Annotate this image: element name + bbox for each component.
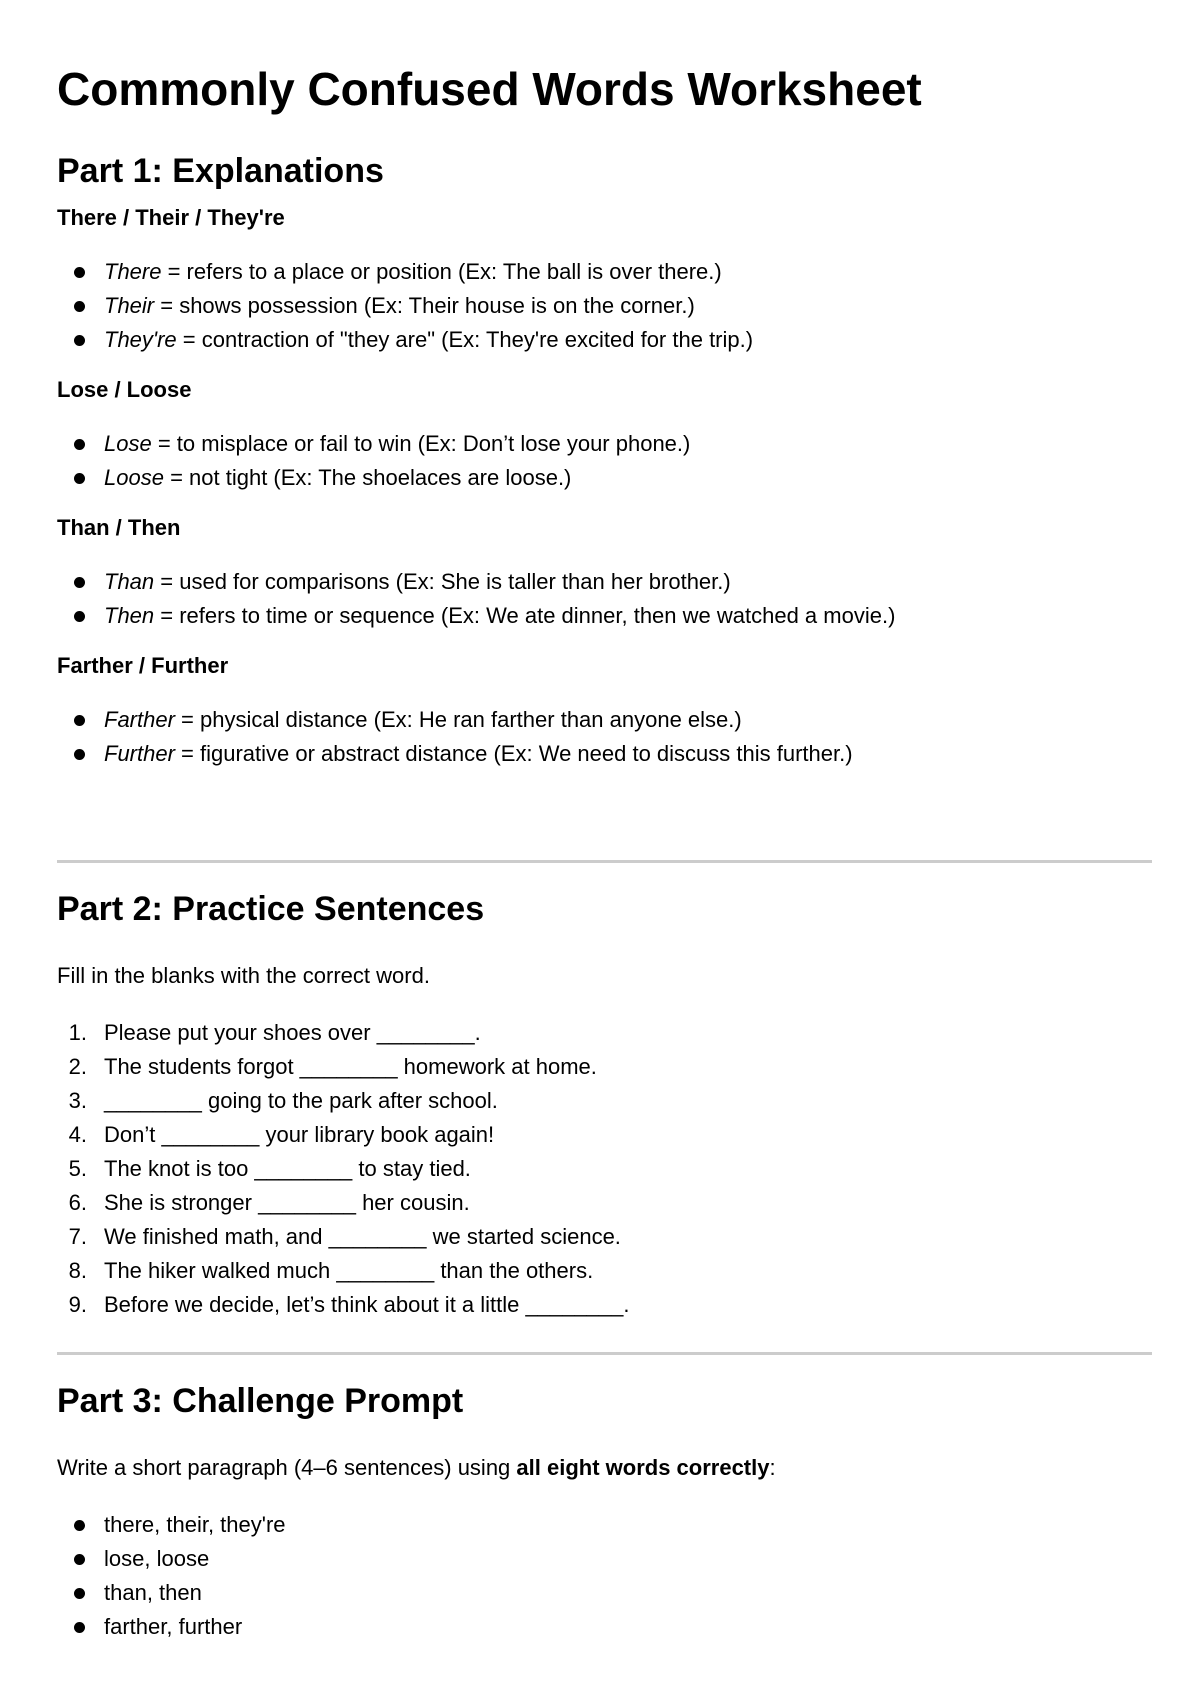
page-title: Commonly Confused Words Worksheet [57,63,922,115]
list-item [57,1254,630,1288]
list-item [57,1016,630,1050]
list-item [57,1118,630,1152]
term-word: Than [104,569,155,594]
part2-heading: Part 2: Practice Sentences [57,890,485,928]
list-item [57,737,853,771]
list-item [57,1542,286,1576]
bullet-icon [74,439,85,450]
group-list-there-their-theyre [57,255,753,357]
challenge-word-list [57,1508,286,1644]
item-number: 7. [68,1224,87,1249]
group-list-lose-loose [57,427,690,495]
section-divider [57,1352,1152,1355]
list-item [57,323,753,357]
item-number: 8. [68,1258,87,1283]
sentence-text: Before we decide, let’s think about it a little ________. [104,1292,630,1317]
section-divider [57,860,1152,863]
term-definition: = not tight (Ex: The shoelaces are loose.) [163,465,572,490]
term-definition: = figurative or abstract distance (Ex: We need to discuss this further.) [174,741,853,766]
part1-heading: Part 1: Explanations [57,152,384,190]
term-definition: = refers to a place or position (Ex: The ball is over there.) [161,259,722,284]
bullet-icon [74,473,85,484]
item-number: 1. [68,1020,87,1045]
item-number: 5. [68,1156,87,1181]
sentence-text: Don’t ________ your library book again! [104,1122,495,1147]
word-set: farther, further [104,1614,243,1639]
bullet-icon [74,1520,85,1531]
list-item [57,461,690,495]
group-heading-there-their-theyre: There / Their / They're [57,205,285,230]
sentence-text: The hiker walked much ________ than the others. [104,1258,594,1283]
prompt-text-end: : [769,1455,776,1480]
term-definition: = shows possession (Ex: Their house is on the corner.) [154,293,695,318]
bullet-icon [74,301,85,312]
list-item [57,599,895,633]
list-item [57,1610,286,1644]
group-list-farther-further [57,703,853,771]
part3-prompt [57,1454,776,1482]
group-heading-lose-loose: Lose / Loose [57,377,192,402]
list-item [57,1186,630,1220]
word-set: lose, loose [104,1546,210,1571]
term-definition: = contraction of "they are" (Ex: They're excited for the trip.) [176,327,754,352]
bullet-icon [74,1554,85,1565]
bullet-icon [74,577,85,588]
group-heading-farther-further: Farther / Further [57,653,229,678]
term-word: Loose [104,465,164,490]
bullet-icon [74,611,85,622]
item-number: 9. [68,1292,87,1317]
word-set: than, then [104,1580,202,1605]
term-word: Then [104,603,155,628]
prompt-emphasis: all eight words correctly [516,1455,770,1480]
term-definition: = physical distance (Ex: He ran farther than anyone else.) [174,707,742,732]
bullet-icon [74,1622,85,1633]
sentence-text: We finished math, and ________ we started science. [104,1224,621,1249]
list-item [57,703,853,737]
sentence-text: She is stronger ________ her cousin. [104,1190,470,1215]
word-set: there, their, they're [104,1512,286,1537]
list-item [57,1050,630,1084]
group-list-than-then [57,565,895,633]
list-item [57,1576,286,1610]
bullet-icon [74,715,85,726]
term-word: There [104,259,162,284]
list-item [57,565,895,599]
group-heading-than-then: Than / Then [57,515,181,540]
item-number: 3. [68,1088,87,1113]
list-item [57,1220,630,1254]
list-item [57,289,753,323]
term-definition: = used for comparisons (Ex: She is taller than her brother.) [154,569,731,594]
sentence-text: ________ going to the park after school. [104,1088,498,1113]
list-item [57,1084,630,1118]
item-number: 4. [68,1122,87,1147]
sentence-text: Please put your shoes over ________. [104,1020,481,1045]
list-item [57,1508,286,1542]
item-number: 2. [68,1054,87,1079]
item-number: 6. [68,1190,87,1215]
prompt-text: Write a short paragraph (4–6 sentences) using [57,1455,517,1480]
sentence-text: The students forgot ________ homework at home. [104,1054,597,1079]
bullet-icon [74,335,85,346]
sentence-text: The knot is too ________ to stay tied. [104,1156,471,1181]
part2-instruction: Fill in the blanks with the correct word. [57,963,430,988]
term-word: Lose [104,431,152,456]
part3-heading: Part 3: Challenge Prompt [57,1382,464,1420]
term-word: Farther [104,707,175,732]
list-item [57,1288,630,1322]
term-definition: = to misplace or fail to win (Ex: Don’t lose your phone.) [151,431,691,456]
bullet-icon [74,1588,85,1599]
bullet-icon [74,749,85,760]
term-word: Further [104,741,175,766]
list-item [57,427,690,461]
term-word: Their [104,293,155,318]
term-definition: = refers to time or sequence (Ex: We ate dinner, then we watched a movie.) [154,603,896,628]
list-item [57,255,753,289]
practice-sentence-list [57,1016,630,1322]
term-word: They're [104,327,177,352]
bullet-icon [74,267,85,278]
list-item [57,1152,630,1186]
